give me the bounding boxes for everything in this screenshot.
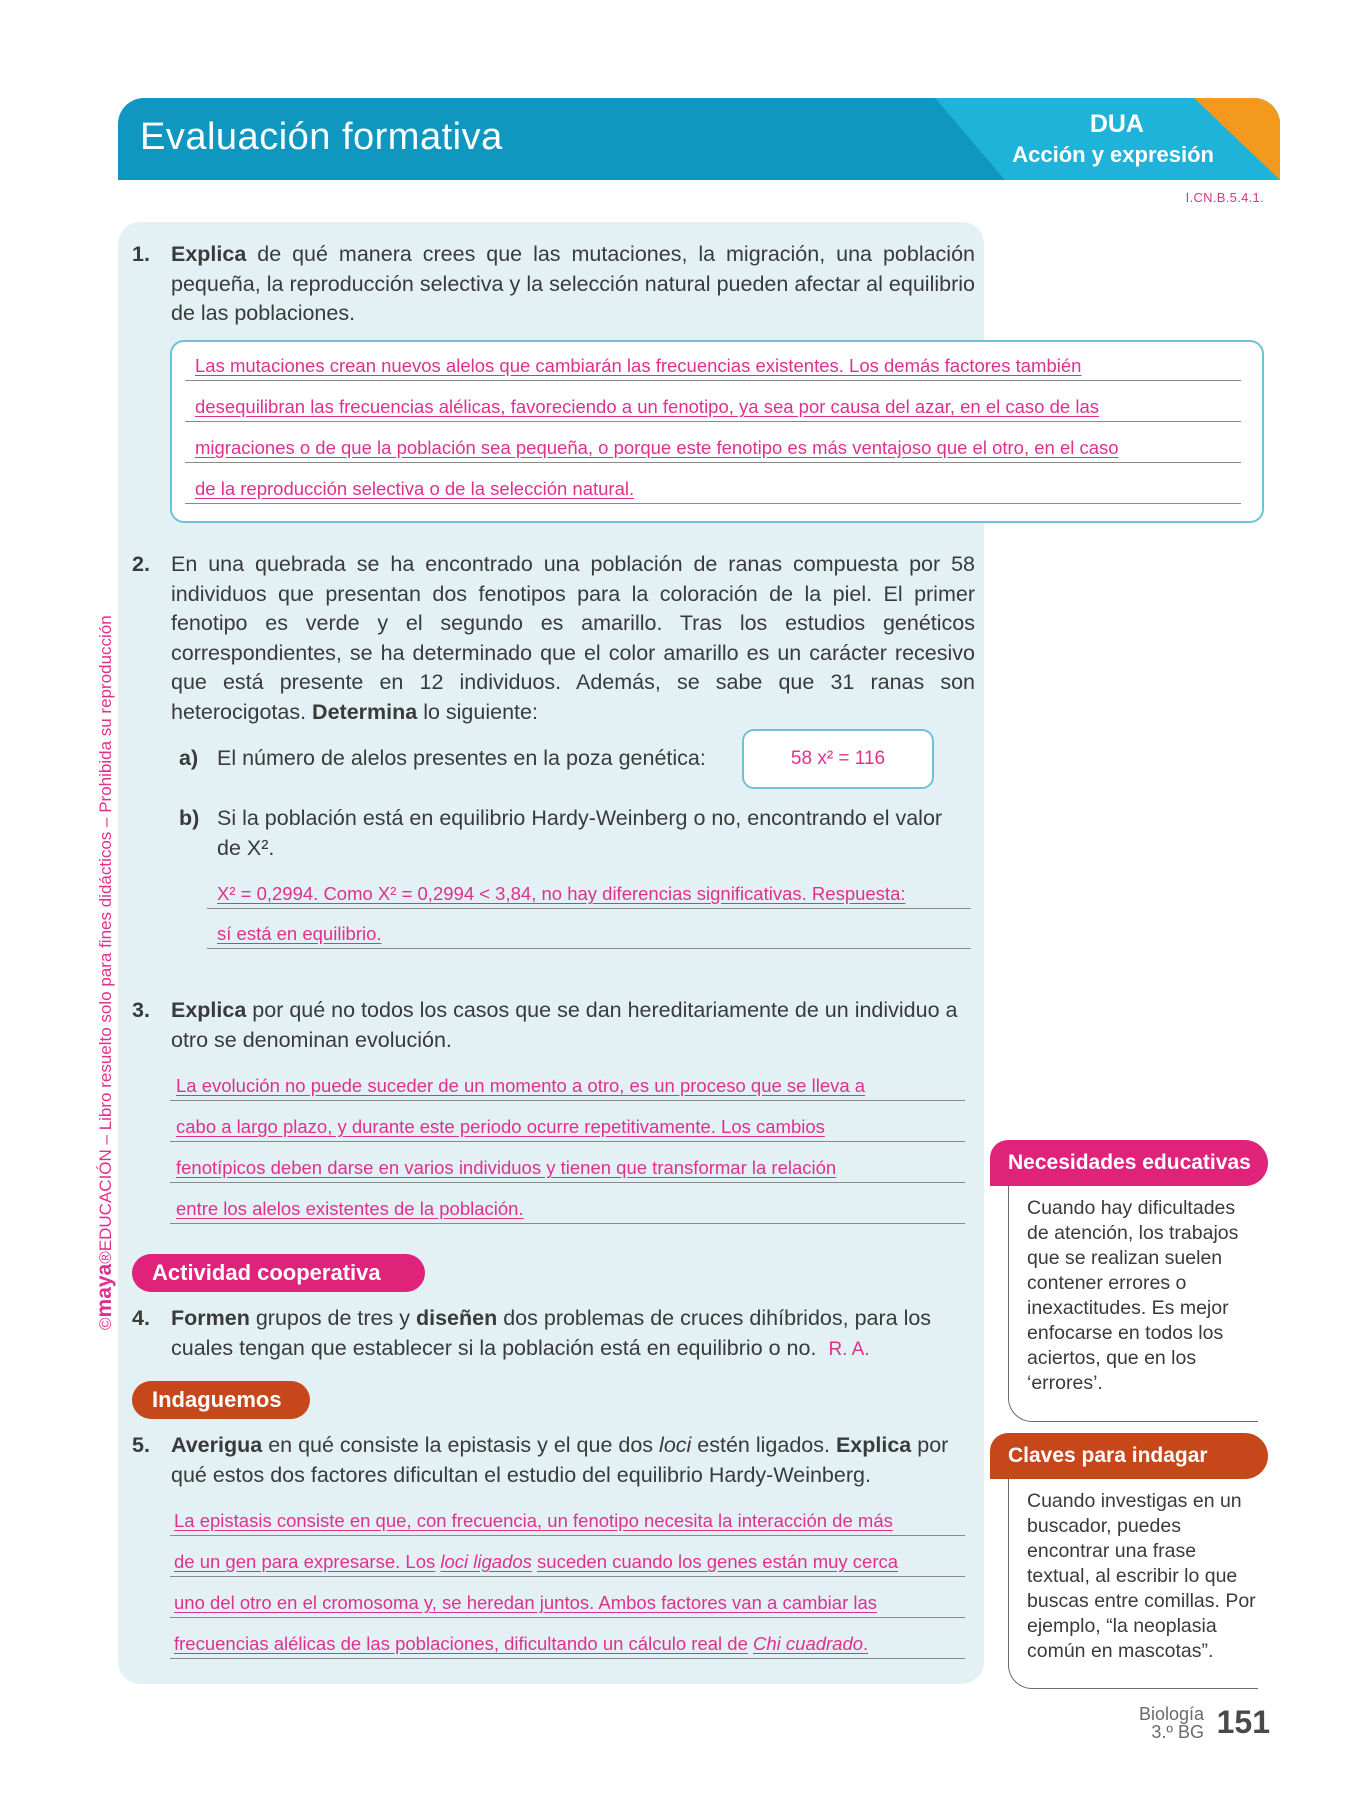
answer-line: de un gen para expresarse. Los loci ligados suceden cuando los genes están muy cerca: [170, 1549, 965, 1577]
question-verb: Explica: [171, 998, 247, 1022]
question-number: 5.: [132, 1433, 150, 1457]
dua-title: DUA: [1089, 110, 1144, 138]
answer-line: cabo a largo plazo, y durante este periodo ocurre repetitivamente. Los cambios: [170, 1114, 965, 1142]
answer-box-2a: 58 x² = 116: [742, 729, 934, 789]
subquestion-text: Si la población está en equilibrio Hardy-Weinberg o no, encontrando el valor de X².: [217, 806, 943, 860]
question-3: [132, 996, 975, 1055]
copyright-side-text: ©maya®EDUCACIÓN – Libro resuelto solo para fines didácticos – Prohibida su reproducción: [93, 615, 116, 1330]
copyright-text: EDUCACIÓN – Libro resuelto solo para fines didácticos – Prohibida su reproducción: [96, 615, 115, 1252]
question-text-end: lo siguiente:: [423, 699, 538, 724]
question-5: [132, 1431, 975, 1490]
question-verb: Averigua: [171, 1433, 263, 1457]
curriculum-indicator: I.CN.B.5.4.1.: [1185, 190, 1264, 205]
question-verb: Determina: [312, 699, 418, 724]
question-2: [132, 550, 975, 727]
question-number: 2.: [132, 552, 150, 576]
question-verb: Explica: [171, 242, 247, 266]
question-text: por qué no todos los casos que se dan hereditariamente de un individuo a otro se denominan evolución.: [171, 998, 958, 1052]
question-text-italic: loci: [659, 1433, 692, 1457]
page-number: 151: [1216, 1704, 1270, 1740]
indaguemos-label: Indaguemos: [132, 1381, 310, 1419]
question-text: grupos de tres y: [255, 1306, 410, 1330]
answer-line: desequilibran las frecuencias alélicas, favoreciendo a un fenotipo, ya sea por causa del azar, en el caso de las: [185, 394, 1241, 422]
special-needs-title: Necesidades educativas: [990, 1140, 1268, 1186]
subject-name: Biología: [1138, 1704, 1204, 1724]
grade-label: 3.º BG: [1151, 1722, 1204, 1742]
answer-line: fenotípicos deben darse en varios individuos y tienen que transformar la relación: [170, 1155, 965, 1183]
question-verb: Explica: [835, 1433, 912, 1457]
question-text: por qué estos dos factores dificultan el estudio del equilibrio Hardy-Weinberg.: [171, 1433, 949, 1487]
question-text: En una quebrada se ha encontrado una población de ranas compuesta por 58 individuos que presentan dos fenotipos para la coloración de la piel. El primer fenotipo es verde y el segundo es amarillo. Tras los estudios genéticos correspondientes, se ha determinado que el color amarillo es un carácter recesivo que está presente en 12 individuos. Además, se sabe que 31 ranas son heterocigotas.: [171, 552, 975, 724]
answer-text: R. A.: [828, 1338, 870, 1360]
question-number: 1.: [132, 242, 150, 266]
research-tips-title: Claves para indagar: [990, 1433, 1268, 1479]
question-4: [132, 1304, 975, 1364]
question-1: [132, 240, 975, 329]
section-header: [118, 98, 1280, 180]
question-2b: [179, 804, 957, 863]
dua-subtitle: Acción y expresión: [1012, 142, 1214, 167]
footer-subject: [1139, 1705, 1204, 1741]
answer-line: sí está en equilibrio.: [207, 921, 971, 949]
question-2a: [179, 744, 777, 774]
special-needs-body: Cuando hay dificultades de atención, los trabajos que se realizan suelen contener errores o inexactitudes. Es mejor enfocarse en todos los aciertos, que en los ‘errores’.: [1008, 1186, 1258, 1422]
answer-line: La epistasis consiste en que, con frecuencia, un fenotipo necesita la interacción de más: [170, 1508, 965, 1536]
subquestion-text: El número de alelos presentes en la poza genética:: [217, 746, 706, 770]
question-text: de qué manera crees que las mutaciones, la migración, una población pequeña, la reproducción selectiva y la selección natural pueden afectar al equilibrio de las poblaciones.: [171, 242, 975, 325]
question-number: 4.: [132, 1306, 150, 1330]
answer-line: de la reproducción selectiva o de la selección natural.: [185, 476, 1241, 504]
question-verb: diseñen: [415, 1306, 498, 1330]
subquestion-label: a): [179, 746, 199, 770]
question-number: 3.: [132, 998, 150, 1022]
answer-line: Las mutaciones crean nuevos alelos que cambiarán las frecuencias existentes. Los demás factores también: [185, 353, 1241, 381]
question-text: en qué consiste la epistasis y el que dos: [268, 1433, 654, 1457]
answer-line: entre los alelos existentes de la población.: [170, 1196, 965, 1224]
answer-line: frecuencias alélicas de las poblaciones, dificultando un cálculo real de Chi cuadrado.: [170, 1631, 965, 1659]
subquestion-label: b): [179, 806, 200, 830]
question-text: estén ligados.: [697, 1433, 830, 1457]
question-text: dos problemas de cruces dihíbridos, para los cuales tengan que establecer si la población está en equilibrio o no.: [171, 1306, 932, 1360]
answer-line: migraciones o de que la población sea pequeña, o porque este fenotipo es más ventajoso que el otro, en el caso: [185, 435, 1241, 463]
answer-line: X² = 0,2994. Como X² = 0,2994 < 3,84, no hay diferencias significativas. Respuesta:: [207, 881, 971, 909]
research-tips-body: Cuando investigas en un buscador, puedes encontrar una frase textual, al escribir lo que buscas entre comillas. Por ejemplo, “la neoplasia común en mascotas”.: [1008, 1479, 1258, 1689]
cooperative-activity-label: Actividad cooperativa: [132, 1254, 425, 1292]
question-verb: Formen: [171, 1306, 250, 1330]
section-title: Evaluación formativa: [140, 116, 503, 158]
answer-line: uno del otro en el cromosoma y, se heredan juntos. Ambos factores van a cambiar las: [170, 1590, 965, 1618]
answer-line: La evolución no puede suceder de un momento a otro, es un proceso que se lleva a: [170, 1073, 965, 1101]
brand-logo-text: maya: [93, 1263, 116, 1318]
